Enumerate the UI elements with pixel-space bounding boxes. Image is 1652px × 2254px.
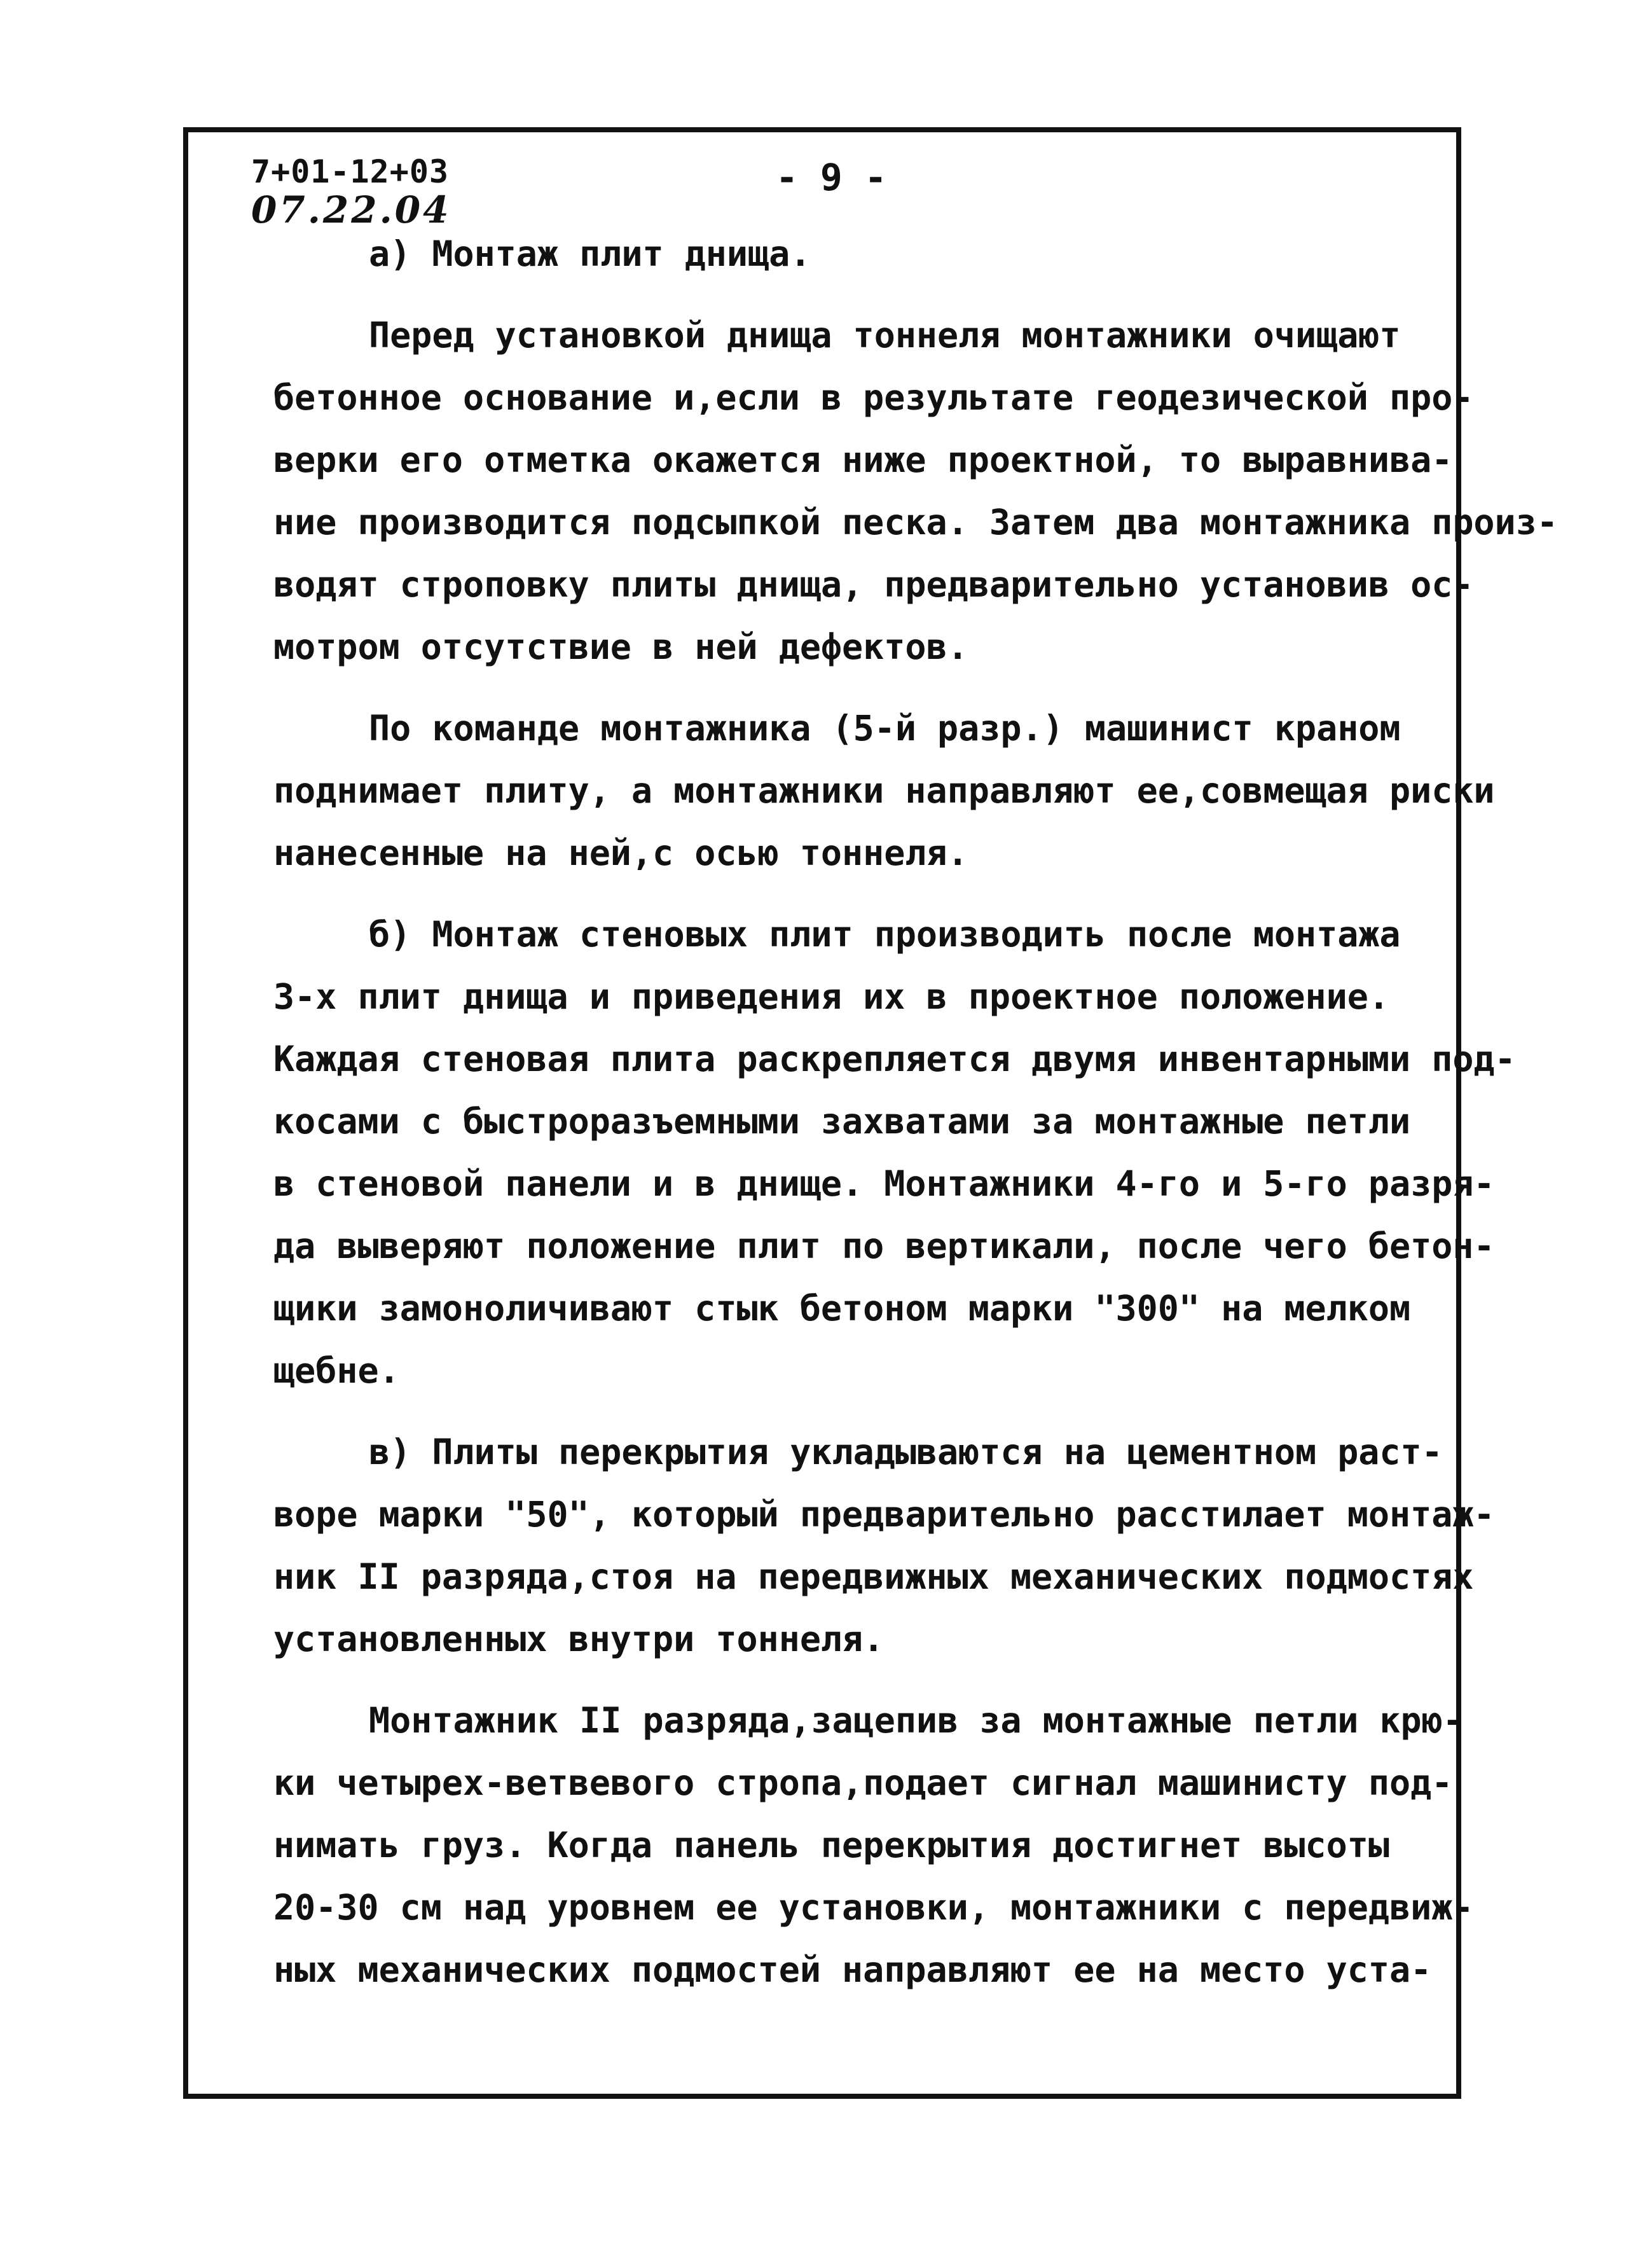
paragraph-a-title bbox=[273, 223, 1437, 285]
paragraph-v bbox=[273, 1421, 1495, 1670]
text-line: в стеновой панели и в днище. Монтажники 4-го и 5-го разря- bbox=[273, 1163, 1495, 1204]
text-line: ник II разряда,стоя на передвижных механических подмостях bbox=[273, 1556, 1474, 1597]
paragraph bbox=[273, 304, 1558, 678]
text-line: установленных внутри тоннеля. bbox=[273, 1619, 885, 1659]
text-line: да выверяют положение плит по вертикали, после чего бетон- bbox=[273, 1226, 1495, 1266]
text-line: щики замоноличивают стык бетоном марки "300" на мелком bbox=[273, 1288, 1411, 1329]
text-line: бетонное основание и,если в результате геодезической про- bbox=[273, 377, 1474, 418]
text-line: мотром отсутствие в ней дефектов. bbox=[273, 626, 968, 667]
page-number: - 9 - bbox=[776, 156, 887, 199]
text-line: 3-х плит днища и приведения их в проектное положение. bbox=[273, 976, 1389, 1017]
text-line: нанесенные на ней,с осью тоннеля. bbox=[273, 833, 968, 873]
text-line: водят строповку плиты днища, предварительно установив ос- bbox=[273, 564, 1474, 605]
text-line: ки четырех-ветвевого стропа,подает сигнал машинисту под- bbox=[273, 1762, 1453, 1803]
text-line: 20-30 см над уровнем ее установки, монтажники с передвиж- bbox=[273, 1887, 1474, 1928]
document-body bbox=[273, 223, 1558, 2001]
text-line: ние производится подсыпкой песка. Затем два монтажника произ- bbox=[273, 502, 1558, 543]
document-code-handwritten: 07.22.04 bbox=[251, 188, 451, 232]
text-line: поднимает плиту, а монтажники направляют ее,совмещая риски bbox=[273, 770, 1495, 811]
text-line: а) Монтаж плит днища. bbox=[369, 233, 811, 274]
paragraph bbox=[273, 1689, 1474, 2001]
text-line: косами с быстроразъемными захватами за монтажные петли bbox=[273, 1101, 1411, 1142]
text-line: б) Монтаж стеновых плит производить после монтажа bbox=[369, 914, 1401, 955]
text-line: нимать груз. Когда панель перекрытия достигнет высоты bbox=[273, 1825, 1389, 1865]
text-line: в) Плиты перекрытия укладываются на цементном раст- bbox=[369, 1432, 1443, 1472]
text-line: верки его отметка окажется ниже проектной, то выравнива- bbox=[273, 439, 1453, 480]
document-code-typed: 7+01-12+03 bbox=[251, 153, 450, 190]
text-line: Перед установкой днища тоннеля монтажники очищают bbox=[369, 315, 1401, 356]
paragraph bbox=[273, 697, 1495, 884]
document-code bbox=[251, 153, 451, 232]
text-line: воре марки "50", который предварительно расстилает монтаж- bbox=[273, 1494, 1495, 1535]
paragraph-b bbox=[273, 903, 1516, 1402]
text-line: щебне. bbox=[273, 1350, 400, 1391]
text-line: Каждая стеновая плита раскрепляется двумя инвентарными под- bbox=[273, 1039, 1516, 1079]
text-line: ных механических подмостей направляют ее на место уста- bbox=[273, 1949, 1432, 1990]
text-line: Монтажник II разряда,зацепив за монтажные петли крю- bbox=[369, 1700, 1464, 1741]
text-line: По команде монтажника (5-й разр.) машинист краном bbox=[369, 708, 1401, 749]
